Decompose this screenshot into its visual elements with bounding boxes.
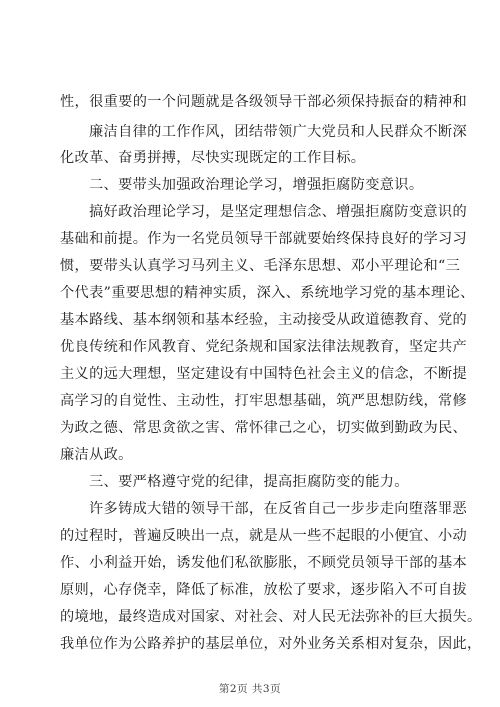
text-line: 基本路线、基本纲领和基本经验，主动接受从政道德教育、党的 (60, 312, 468, 328)
text-line: 高学习的自觉性、主动性，打牢思想基础，筑严思想防线，常修 (60, 393, 468, 409)
text-line: 廉洁从政。 (60, 447, 133, 463)
text-line: 化改革、奋勇拼搏，尽快实现既定的工作目标。 (60, 150, 366, 166)
text-line: 个代表”重要思想的精神实质，深入、系统地学习党的基本理论、 (60, 285, 475, 301)
text-line: 性，很重要的一个问题就是各级领导干部必须保持振奋的精神和 (60, 94, 468, 110)
text-line: 主义的远大理想，坚定建设有中国特色社会主义的信念，不断提 (60, 366, 468, 382)
text-line: 为政之德、常思贪欲之害、常怀律己之心，切实做到勤政为民、 (60, 420, 468, 436)
text-line: 原则，心存侥幸，降低了标准，放松了要求，逐步陷入不可自拔 (60, 582, 468, 598)
text-line: 廉洁自律的工作作风，团结带领广大党员和人民群众不断深 (89, 124, 467, 140)
page-footer: 第2页 共3页 (218, 683, 282, 695)
text-line: 惯，要带头认真学习马列主义、毛泽东思想、邓小平理论和“三 (60, 258, 461, 274)
text-line: 的境地，最终造成对国家、对社会、对人民无法弥补的巨大损失。 (60, 609, 482, 625)
text-line: 许多铸成大错的领导干部，在反省自己一步步走向堕落罪恶 (89, 501, 467, 517)
text-line: 基础和前提。作为一名党员领导干部就要始终保持良好的学习习 (60, 231, 468, 247)
section-heading: 二、要带头加强政治理论学习，增强拒腐防变意识。 (89, 177, 424, 193)
text-line: 的过程时，普遍反映出一点，就是从一些不起眼的小便宜、小动 (60, 528, 468, 544)
text-line: 优良传统和作风教育、党纪条规和国家法律法规教育，坚定共产 (60, 339, 468, 355)
text-line: 搞好政治理论学习，是坚定理想信念、增强拒腐防变意识的 (89, 204, 467, 220)
text-line: 作、小利益开始，诱发他们私欲膨胀，不顾党员领导干部的基本 (60, 555, 468, 571)
text-line: 我单位作为公路养护的基层单位，对外业务关系相对复杂，因此， (60, 636, 482, 652)
section-heading: 三、要严格遵守党的纪律，提高拒腐防变的能力。 (89, 474, 409, 490)
